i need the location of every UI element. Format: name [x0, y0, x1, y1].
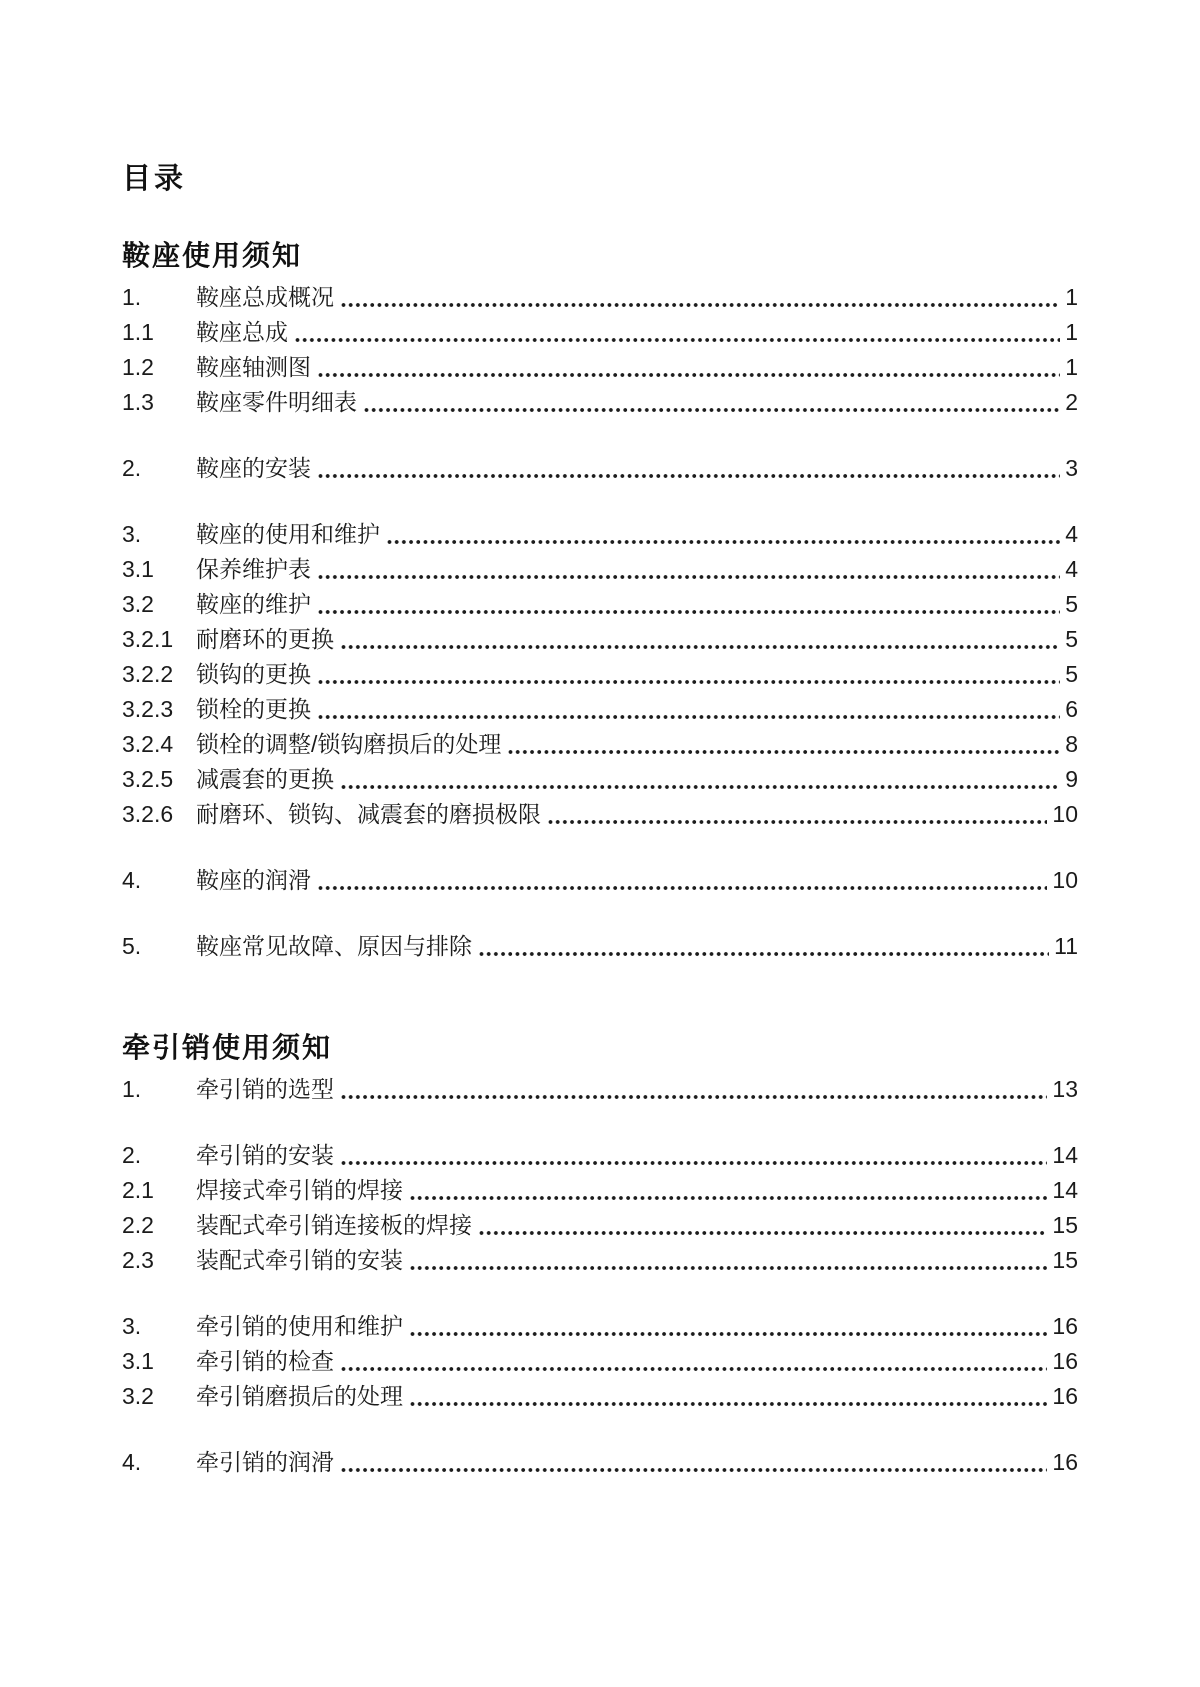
- toc-entry-number: 3.2.3: [122, 696, 174, 722]
- toc-entry-number: 3.2: [122, 591, 154, 617]
- toc-entry-page-number: 2: [1065, 389, 1078, 415]
- toc-entry-page-number: 14: [1052, 1177, 1078, 1203]
- dot-leader: [317, 350, 1060, 385]
- toc-row: [122, 1173, 1078, 1208]
- toc-entry-title: 牵引销的安装: [196, 1142, 334, 1168]
- toc-entry-number: 3.2.5: [122, 766, 174, 792]
- toc-entry-title: 装配式牵引销连接板的焊接: [196, 1212, 472, 1238]
- toc-entry-page-number: 16: [1052, 1348, 1078, 1374]
- toc-entry-title: 鞍座总成: [196, 319, 288, 345]
- toc-entry-number: 4.: [122, 1449, 142, 1475]
- toc-entry-number: 2.: [122, 1142, 142, 1168]
- toc-entry-page-number: 5: [1065, 661, 1078, 687]
- toc-group: [122, 863, 1078, 898]
- toc-row: [122, 280, 1078, 315]
- dot-leader: [340, 762, 1060, 797]
- toc-entry-page-number: 1: [1065, 319, 1078, 345]
- toc-row: [122, 622, 1078, 657]
- toc-entry-page-number: 15: [1052, 1212, 1078, 1238]
- toc-entry-title: 耐磨环的更换: [196, 626, 334, 652]
- toc-entry-page-number: 8: [1065, 731, 1078, 757]
- dot-leader: [317, 657, 1060, 692]
- dot-leader: [507, 727, 1060, 762]
- dot-leader: [317, 552, 1060, 587]
- toc-row: [122, 1379, 1078, 1414]
- toc-row: [122, 863, 1078, 898]
- toc-entry-title: 锁栓的更换: [196, 696, 311, 722]
- section-heading: 鞍座使用须知: [122, 240, 303, 271]
- toc-entry-number: 3.2: [122, 1383, 154, 1409]
- toc-entry-page-number: 10: [1052, 867, 1078, 893]
- toc-row: [122, 1445, 1078, 1480]
- dot-leader: [409, 1243, 1047, 1278]
- toc-entry-page-number: 10: [1052, 801, 1078, 827]
- toc-row: [122, 1309, 1078, 1344]
- dot-leader: [340, 1344, 1047, 1379]
- toc-entry-title: 鞍座的安装: [196, 455, 311, 481]
- toc-entry-number: 2.1: [122, 1177, 154, 1203]
- toc-entry-number: 3.2.4: [122, 731, 174, 757]
- toc-entry-title: 锁栓的调整/锁钩磨损后的处理: [196, 731, 502, 757]
- toc-section-1: [122, 238, 1078, 964]
- toc-entry-title: 保养维护表: [196, 556, 311, 582]
- toc-entry-number: 2.3: [122, 1247, 154, 1273]
- toc-row: [122, 587, 1078, 622]
- toc-row: [122, 657, 1078, 692]
- toc-group: [122, 1309, 1078, 1414]
- toc-entry-title: 锁钩的更换: [196, 661, 311, 687]
- toc-group: [122, 1072, 1078, 1107]
- toc-entry-number: 3.: [122, 521, 142, 547]
- toc-entry-number: 3.1: [122, 1348, 154, 1374]
- toc-entry-number: 1.: [122, 1076, 142, 1102]
- toc-entry-title: 牵引销磨损后的处理: [196, 1383, 403, 1409]
- toc-entry-title: 耐磨环、锁钩、减震套的磨损极限: [196, 801, 541, 827]
- dot-leader: [317, 451, 1060, 486]
- toc-group: [122, 517, 1078, 832]
- toc-entry-title: 鞍座零件明细表: [196, 389, 357, 415]
- toc-entry-page-number: 1: [1065, 354, 1078, 380]
- toc-entry-number: 1.2: [122, 354, 154, 380]
- toc-entry-number: 4.: [122, 867, 142, 893]
- toc-row: [122, 315, 1078, 350]
- toc-row: [122, 385, 1078, 420]
- toc-entry-page-number: 3: [1065, 455, 1078, 481]
- toc-row: [122, 1138, 1078, 1173]
- dot-leader: [409, 1309, 1047, 1344]
- dot-leader: [340, 280, 1060, 315]
- toc-section-2: [122, 1030, 1078, 1480]
- toc-group: [122, 929, 1078, 964]
- toc-row: [122, 797, 1078, 832]
- toc-entry-title: 鞍座轴测图: [196, 354, 311, 380]
- toc-entry-title: 装配式牵引销的安装: [196, 1247, 403, 1273]
- toc-entry-title: 减震套的更换: [196, 766, 334, 792]
- toc-entry-page-number: 1: [1065, 284, 1078, 310]
- dot-leader: [340, 1445, 1047, 1480]
- toc-entry-title: 鞍座的使用和维护: [196, 521, 380, 547]
- toc-row: [122, 451, 1078, 486]
- toc-row: [122, 1344, 1078, 1379]
- toc-entry-title: 鞍座常见故障、原因与排除: [196, 933, 472, 959]
- toc-row: [122, 1072, 1078, 1107]
- toc-entry-page-number: 5: [1065, 626, 1078, 652]
- dot-leader: [340, 1138, 1047, 1173]
- dot-leader: [340, 1072, 1047, 1107]
- toc-entry-page-number: 11: [1054, 933, 1078, 959]
- toc-entry-number: 1.1: [122, 319, 154, 345]
- dot-leader: [317, 863, 1047, 898]
- toc-entry-number: 3.: [122, 1313, 142, 1339]
- dot-leader: [340, 622, 1060, 657]
- toc-entry-number: 1.3: [122, 389, 154, 415]
- toc-entry-page-number: 16: [1052, 1383, 1078, 1409]
- toc-entry-number: 3.1: [122, 556, 154, 582]
- toc-entry-page-number: 13: [1052, 1076, 1078, 1102]
- toc-entry-page-number: 15: [1052, 1247, 1078, 1273]
- dot-leader: [386, 517, 1060, 552]
- toc-entry-title: 牵引销的润滑: [196, 1449, 334, 1475]
- section-heading: 牵引销使用须知: [122, 1032, 333, 1063]
- toc-entry-number: 2.2: [122, 1212, 154, 1238]
- dot-leader: [478, 1208, 1047, 1243]
- toc-entry-page-number: 4: [1065, 521, 1078, 547]
- toc-entry-number: 5.: [122, 933, 142, 959]
- dot-leader: [409, 1173, 1047, 1208]
- toc-row: [122, 1208, 1078, 1243]
- toc-entry-page-number: 5: [1065, 591, 1078, 617]
- toc-entry-page-number: 4: [1065, 556, 1078, 582]
- toc-row: [122, 1243, 1078, 1278]
- toc-entry-page-number: 14: [1052, 1142, 1078, 1168]
- dot-leader: [294, 315, 1060, 350]
- dot-leader: [317, 587, 1060, 622]
- toc-row: [122, 727, 1078, 762]
- toc-row: [122, 350, 1078, 385]
- toc-entry-number: 2.: [122, 455, 142, 481]
- page-title: 目录: [122, 163, 187, 195]
- toc-entry-title: 牵引销的检查: [196, 1348, 334, 1374]
- toc-entry-page-number: 6: [1065, 696, 1078, 722]
- toc-entry-number: 3.2.2: [122, 661, 174, 687]
- dot-leader: [478, 929, 1049, 964]
- toc-entry-title: 焊接式牵引销的焊接: [196, 1177, 403, 1203]
- toc-row: [122, 762, 1078, 797]
- toc-row: [122, 929, 1078, 964]
- dot-leader: [547, 797, 1047, 832]
- toc-entry-title: 牵引销的选型: [196, 1076, 334, 1102]
- toc-entry-page-number: 16: [1052, 1449, 1078, 1475]
- toc-group: [122, 1138, 1078, 1278]
- dot-leader: [409, 1379, 1047, 1414]
- toc-row: [122, 517, 1078, 552]
- toc-entry-page-number: 16: [1052, 1313, 1078, 1339]
- toc-group: [122, 1445, 1078, 1480]
- toc-entry-title: 鞍座总成概况: [196, 284, 334, 310]
- toc-entry-number: 1.: [122, 284, 142, 310]
- toc-entry-page-number: 9: [1065, 766, 1078, 792]
- dot-leader: [363, 385, 1060, 420]
- toc-row: [122, 552, 1078, 587]
- toc-group: [122, 280, 1078, 420]
- toc-sections: [122, 238, 1078, 1480]
- toc-entry-title: 鞍座的润滑: [196, 867, 311, 893]
- dot-leader: [317, 692, 1060, 727]
- toc-entry-number: 3.2.1: [122, 626, 174, 652]
- toc-group: [122, 451, 1078, 486]
- toc-entry-title: 牵引销的使用和维护: [196, 1313, 403, 1339]
- toc-entry-number: 3.2.6: [122, 801, 174, 827]
- toc-entry-title: 鞍座的维护: [196, 591, 311, 617]
- toc-row: [122, 692, 1078, 727]
